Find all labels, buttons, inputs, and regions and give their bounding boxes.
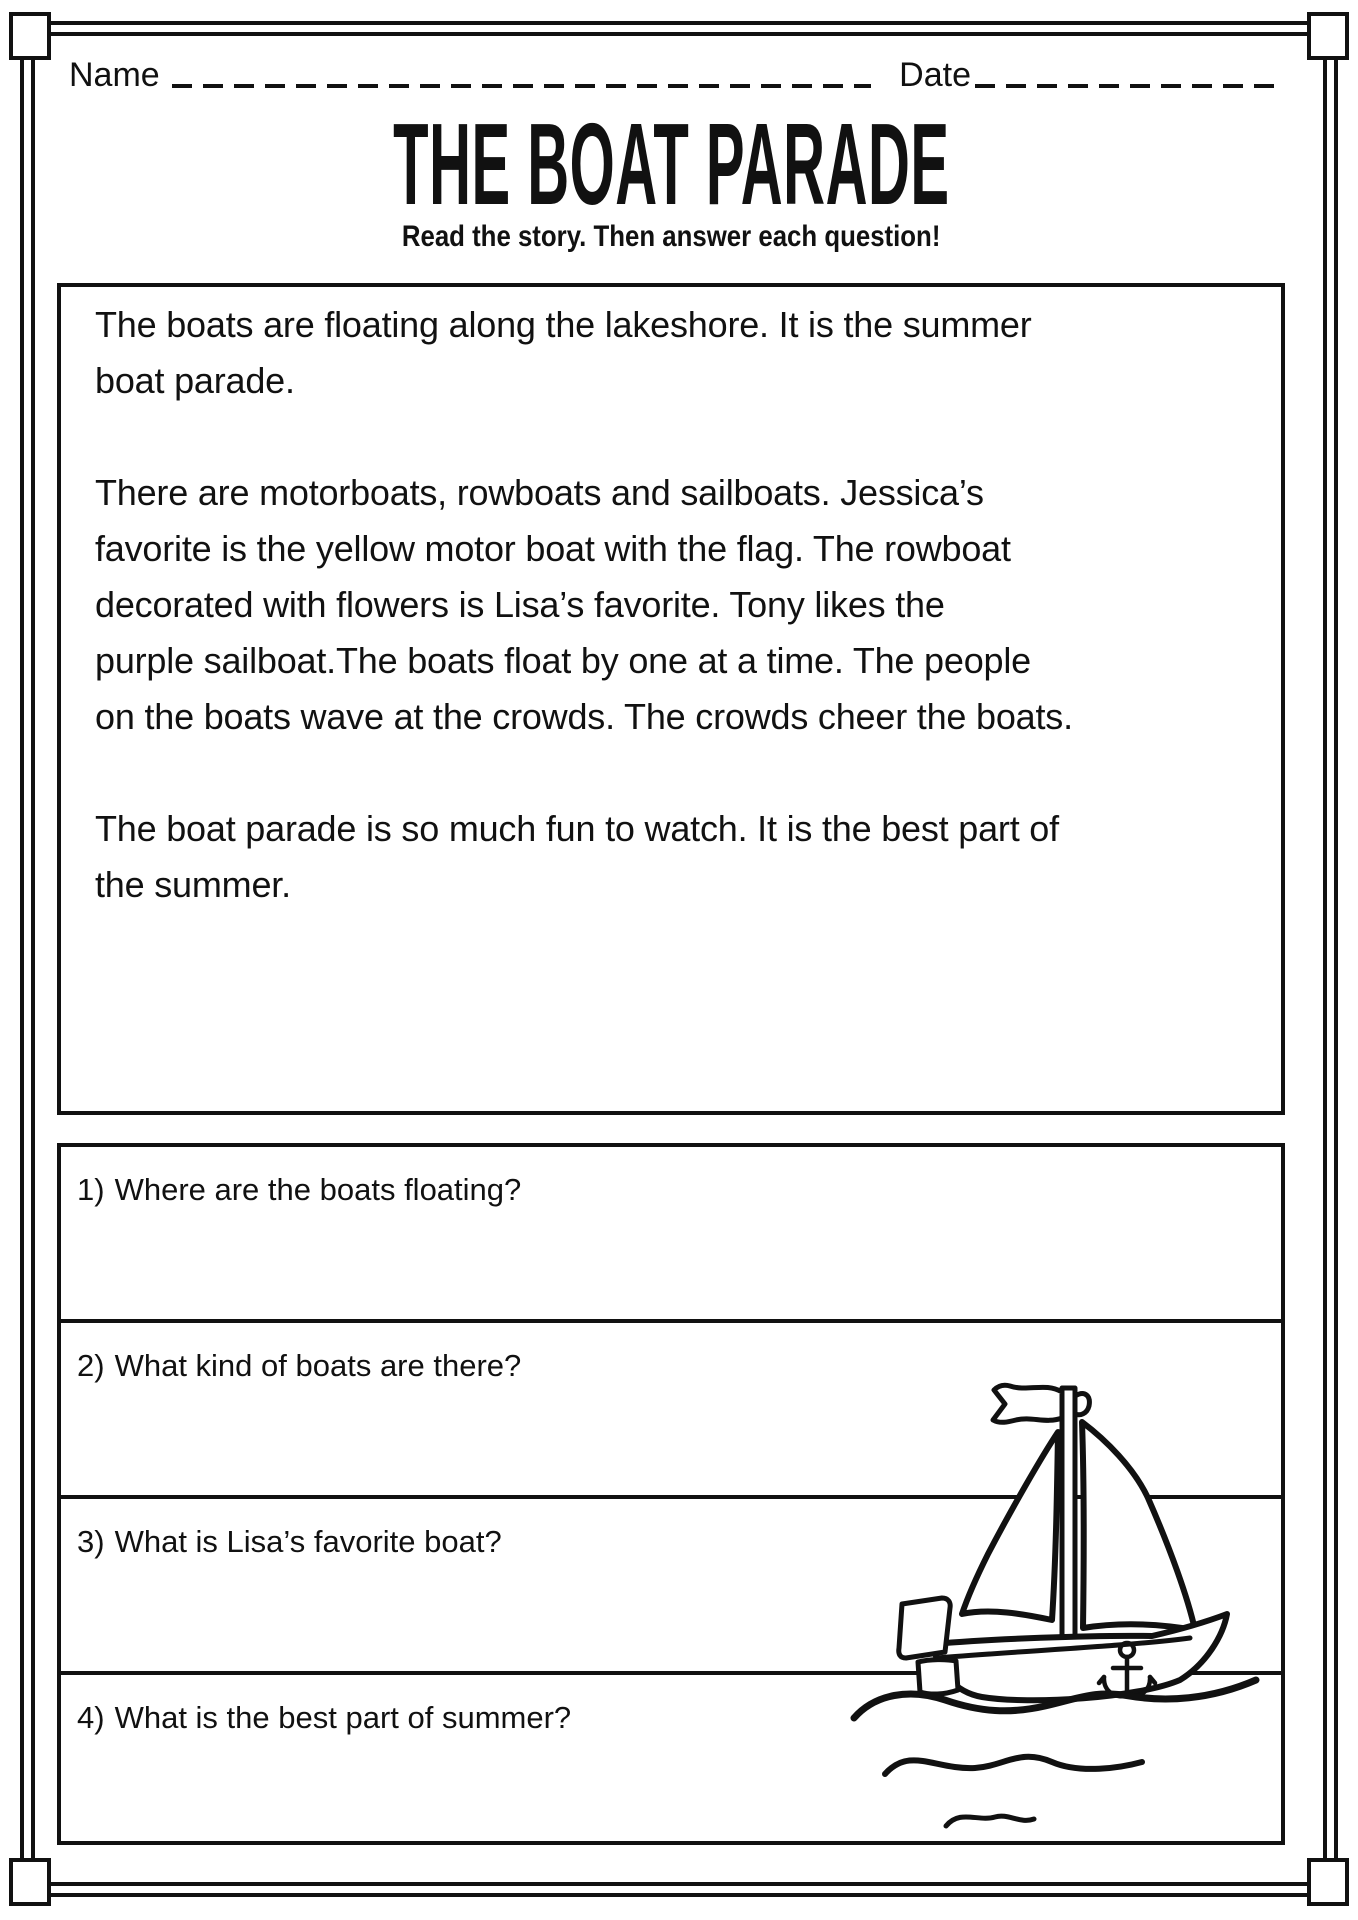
- story-line: The boats are floating along the lakeshore. It is the summer: [95, 304, 1032, 345]
- boat-mast: [1062, 1388, 1075, 1643]
- story-line: The boat parade is so much fun to watch. It is the best part of: [95, 808, 1059, 849]
- boat-right-sail: [1082, 1422, 1195, 1630]
- story-line: the summer.: [95, 864, 291, 905]
- question-text: What is Lisa’s favorite boat?: [114, 1524, 502, 1559]
- story-paragraph-2: [95, 465, 1247, 745]
- water-wave-middle: [885, 1757, 1142, 1774]
- story-box: [57, 283, 1285, 1115]
- story-line: purple sailboat.The boats float by one at a time. The people: [95, 640, 1031, 681]
- question-number: 4): [77, 1700, 105, 1735]
- corner-square-bottom-left: [9, 1858, 51, 1906]
- name-date-row: [69, 48, 1285, 94]
- question-text: What is the best part of summer?: [114, 1700, 572, 1735]
- water-wave-small: [946, 1816, 1034, 1826]
- question-text: Where are the boats floating?: [114, 1172, 522, 1207]
- question-row-1: [61, 1147, 1281, 1323]
- story-line: on the boats wave at the crowds. The crowds cheer the boats.: [95, 696, 1073, 737]
- question-number: 3): [77, 1524, 105, 1559]
- corner-square-top-right: [1307, 12, 1349, 60]
- worksheet-title: THE BOAT PARADE: [392, 99, 950, 229]
- story-line: decorated with flowers is Lisa’s favorite. Tony likes the: [95, 584, 945, 625]
- answer-space-1: [77, 1209, 1265, 1299]
- boat-motor: [899, 1598, 950, 1658]
- story-paragraph-3: [95, 801, 1247, 913]
- boat-motor-lower: [918, 1660, 958, 1694]
- worksheet-instructions: Read the story. Then answer each question!: [401, 220, 941, 253]
- story-paragraph-1: [95, 297, 1247, 409]
- corner-square-bottom-right: [1307, 1858, 1349, 1906]
- date-label: Date: [899, 55, 971, 94]
- date-blank-line: [975, 84, 1285, 88]
- question-text: What kind of boats are there?: [114, 1348, 522, 1383]
- question-number: 2): [77, 1348, 105, 1383]
- name-label: Name: [69, 55, 160, 94]
- question-number: 1): [77, 1172, 105, 1207]
- story-line: There are motorboats, rowboats and sailboats. Jessica’s: [95, 472, 984, 513]
- subtitle-row: [57, 220, 1285, 259]
- boat-flag: [993, 1385, 1062, 1422]
- question-1: [77, 1171, 1265, 1209]
- name-blank-line: [172, 84, 871, 88]
- story-line: favorite is the yellow motor boat with the flag. The rowboat: [95, 528, 1011, 569]
- story-line: boat parade.: [95, 360, 295, 401]
- sailboat-illustration: [690, 1378, 1290, 1846]
- boat-left-sail: [962, 1432, 1058, 1620]
- corner-square-top-left: [9, 12, 51, 60]
- boat-flag-curl: [1075, 1394, 1089, 1415]
